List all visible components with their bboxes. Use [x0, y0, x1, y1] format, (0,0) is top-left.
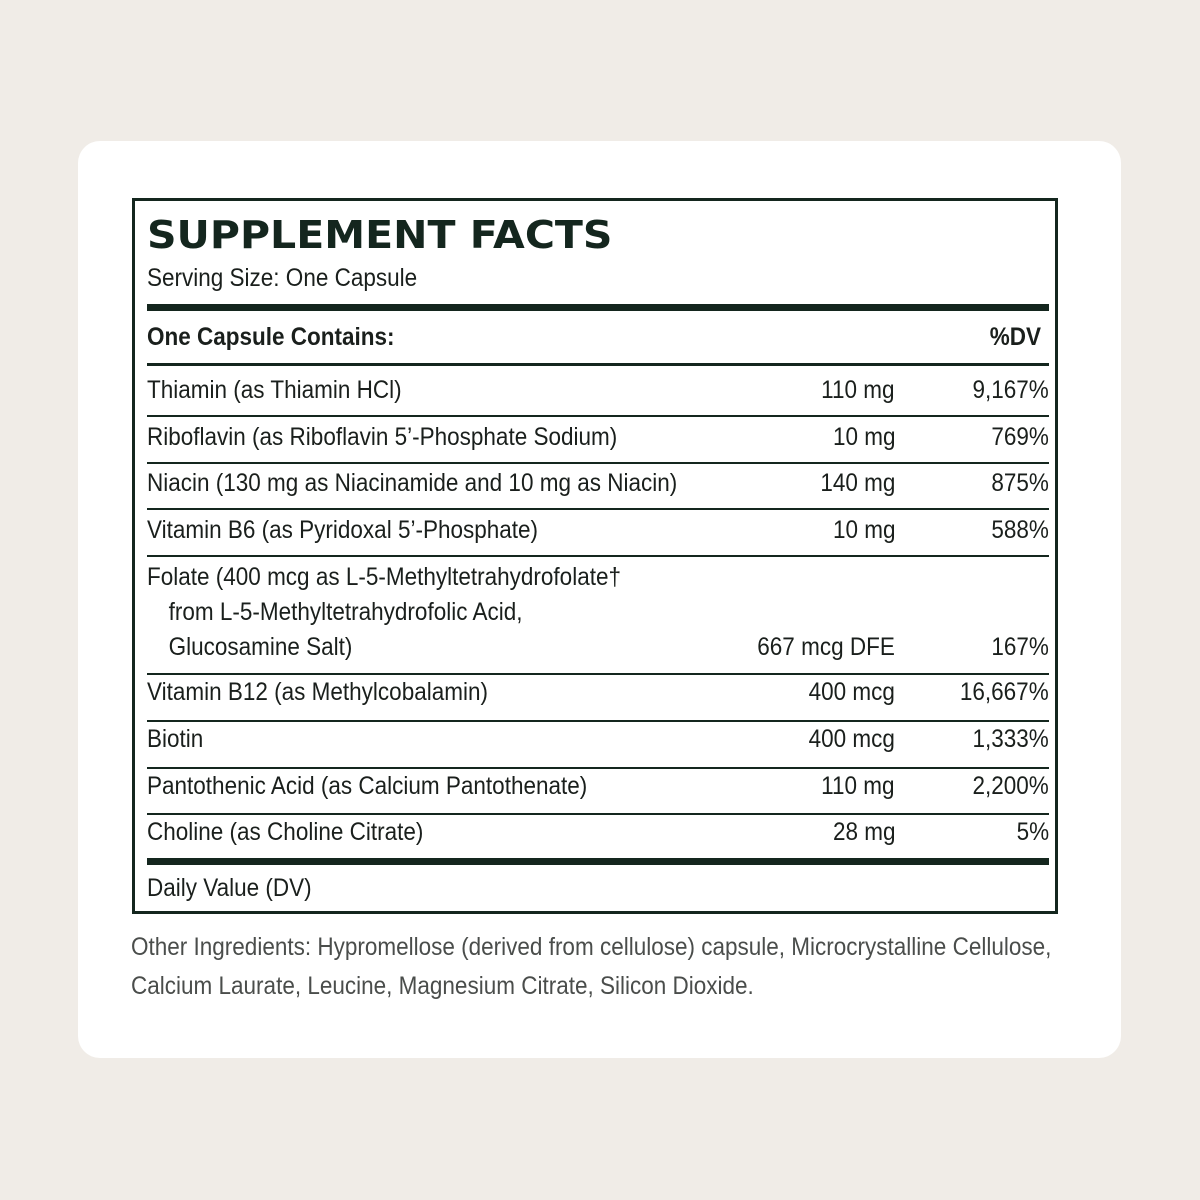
nutrient-name	[147, 420, 617, 455]
nutrient-dv: 16,667%	[960, 678, 1049, 706]
nutrient-dv: 2,200%	[972, 772, 1049, 800]
nutrient-amount: 110 mg	[821, 376, 895, 404]
divider-thick	[147, 304, 1049, 311]
nutrient-name-line: Folate (400 mcg as L-5-Methyltetrahydrofolate†	[147, 563, 621, 591]
nutrient-dv: 588%	[991, 516, 1049, 544]
nutrient-name	[147, 675, 488, 710]
nutrient-name-line: Riboflavin (as Riboflavin 5’-Phosphate Sodium)	[147, 423, 618, 451]
dv-header: %DV	[989, 323, 1041, 351]
nutrient-name	[147, 373, 402, 408]
nutrient-name-line: Choline (as Choline Citrate)	[147, 818, 424, 846]
row-divider	[147, 462, 1049, 464]
nutrient-amount: 140 mg	[819, 469, 895, 497]
other-ingredients: Other Ingredients: Hypromellose (derived from cellulose) capsule, Microcrystalline Cellulose, Calcium Laurate, Leucine, Magnesium Citrate, Silicon Dioxide.	[131, 933, 1052, 1000]
nutrient-name-line: Thiamin (as Thiamin HCl)	[147, 376, 402, 404]
nutrient-amount: 667 mcg DFE	[757, 633, 895, 661]
nutrient-name-line: Glucosamine Salt)	[168, 633, 353, 661]
nutrient-amount: 400 mcg	[808, 725, 895, 753]
row-divider	[147, 508, 1049, 510]
nutrient-name-line: Niacin (130 mg as Niacinamide and 10 mg as Niacin)	[147, 469, 678, 497]
nutrient-name	[147, 722, 203, 757]
table-row	[147, 555, 1049, 665]
row-divider	[147, 813, 1049, 815]
nutrient-dv: 167%	[991, 633, 1049, 661]
nutrient-amount: 110 mg	[821, 772, 895, 800]
nutrient-dv: 875%	[991, 469, 1049, 497]
nutrient-name	[147, 815, 423, 850]
nutrient-dv: 9,167%	[972, 376, 1049, 404]
nutrient-dv: 769%	[991, 423, 1049, 451]
nutrient-amount: 10 mg	[832, 516, 895, 544]
table-row	[147, 673, 1049, 710]
nutrient-name-line: Pantothenic Acid (as Calcium Pantothenate)	[147, 772, 588, 800]
serving-size: Serving Size: One Capsule	[147, 264, 418, 292]
divider-thick-bottom	[147, 858, 1049, 865]
nutrient-amount: 28 mg	[832, 818, 895, 846]
nutrient-amount: 10 mg	[832, 423, 895, 451]
nutrient-name	[147, 513, 538, 548]
table-row	[147, 508, 1049, 548]
daily-value-note: Daily Value (DV)	[147, 874, 312, 902]
nutrient-name-line: from L-5-Methyltetrahydrofolic Acid,	[168, 598, 523, 626]
nutrient-dv: 5%	[1016, 818, 1049, 846]
nutrient-name-line: Biotin	[147, 725, 204, 753]
table-row	[147, 462, 1049, 501]
nutrient-amount: 400 mcg	[808, 678, 895, 706]
contents-header: One Capsule Contains:	[147, 323, 395, 351]
nutrient-name-line: Vitamin B12 (as Methylcobalamin)	[147, 678, 488, 706]
row-divider	[147, 555, 1049, 557]
nutrient-dv: 1,333%	[972, 725, 1049, 753]
row-divider	[147, 720, 1049, 722]
table-row	[147, 813, 1049, 850]
supplement-facts-panel	[132, 198, 1058, 914]
nutrient-name	[147, 466, 677, 501]
table-row	[147, 415, 1049, 455]
row-divider	[147, 415, 1049, 417]
nutrient-name	[147, 560, 621, 665]
table-row	[147, 767, 1049, 804]
row-divider	[147, 673, 1049, 675]
panel-title: SUPPLEMENT FACTS	[147, 213, 613, 257]
table-row	[147, 366, 1049, 408]
table-row	[147, 720, 1049, 757]
nutrient-name-line: Vitamin B6 (as Pyridoxal 5’-Phosphate)	[147, 516, 539, 544]
row-divider	[147, 767, 1049, 769]
nutrient-name	[147, 769, 587, 804]
